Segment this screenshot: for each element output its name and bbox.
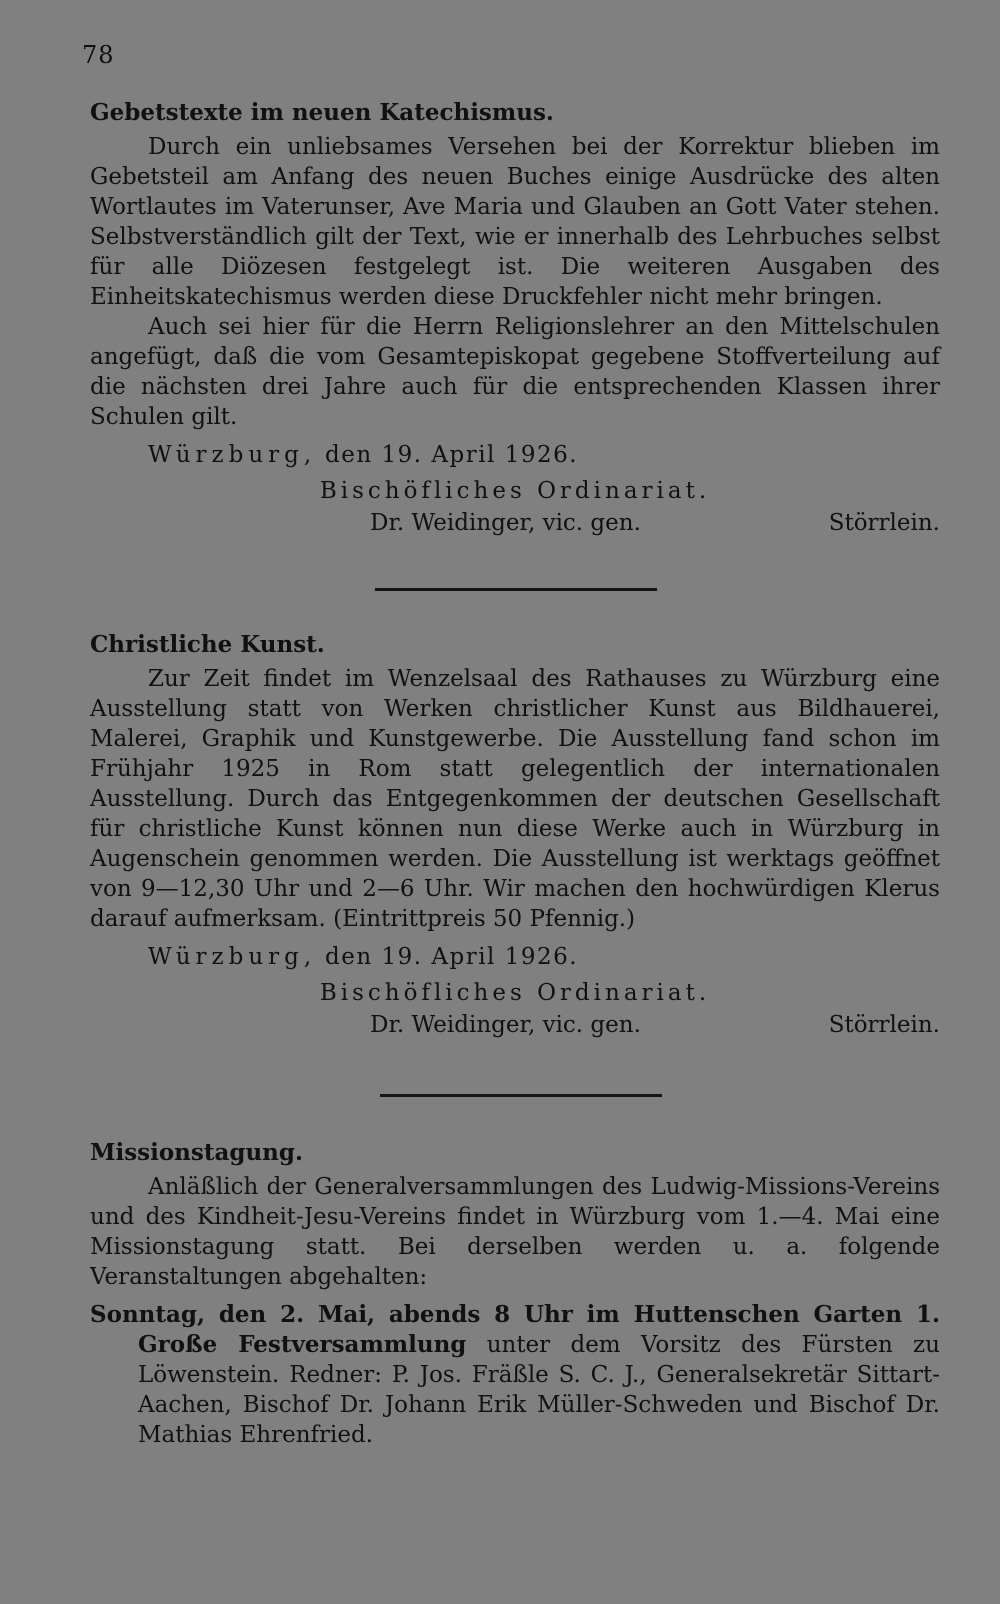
section-missionstagung bbox=[90, 1138, 940, 1450]
section-divider bbox=[375, 588, 657, 591]
signature-right: Störrlein. bbox=[828, 1012, 940, 1038]
signature-right: Störrlein. bbox=[828, 510, 940, 536]
paragraph: Durch ein unliebsames Versehen bei der Korrektur blieben im Gebetsteil am Anfang des neuen Buches einige Ausdrücke des alten Wortlautes im Vaterunser, Ave Maria und Glauben an Gott Vater stehen. Selbstverständlich gilt der Text, wie er innerhalb des Lehrbuches selbst für alle Diözesen festgelegt ist. Die weiteren Ausgaben des Einheitskatechismus werden diese Druckfehler nicht mehr bringen. bbox=[90, 134, 940, 310]
paragraph: Zur Zeit findet im Wenzelsaal des Rathauses zu Würzburg eine Ausstellung statt von Werken christlicher Kunst aus Bildhauerei, Malerei, Graphik und Kunstgewerbe. Die Ausstellung fand schon im Frühjahr 1925 in Rom statt gelegentlich der internationalen Ausstellung. Durch das Entgegenkommen der deutschen Gesellschaft für christliche Kunst können nun diese Werke auch in Würzburg in Augenschein genommen werden. Die Ausstellung ist werktags geöffnet von 9—12,30 Uhr und 2—6 Uhr. Wir machen den hochwürdigen Klerus darauf aufmerksam. (Eintrittpreis 50 Pfennig.) bbox=[90, 666, 940, 932]
dateline-place: Würzburg, bbox=[148, 442, 317, 468]
section-divider bbox=[380, 1094, 662, 1097]
signature-row bbox=[90, 1010, 940, 1040]
signature-row bbox=[90, 508, 940, 538]
dateline bbox=[148, 440, 940, 470]
page-number: 78 bbox=[82, 41, 115, 69]
issuing-authority: Bischöfliches Ordinariat. bbox=[319, 478, 711, 504]
section-heading: Missionstagung. bbox=[90, 1139, 303, 1166]
issuing-authority: Bischöfliches Ordinariat. bbox=[319, 980, 711, 1006]
signature-left: Dr. Weidinger, vic. gen. bbox=[370, 510, 641, 536]
section-gebetstexte bbox=[90, 98, 940, 538]
paragraph: Anläßlich der Generalversammlungen des Ludwig-Missions-Vereins und des Kindheit-Jesu-Vereins findet in Würzburg vom 1.—4. Mai eine Missionstagung statt. Bei derselben werden u. a. folgende Veranstaltungen abgehalten: bbox=[90, 1174, 940, 1290]
event-text: unter dem Vorsitz des Fürsten zu Löwenstein. Redner: P. Jos. Fräßle S. C. J., Generalsekretär Sittart-Aachen, Bischof Dr. Johann Erik Müller-Schweden und Bischof Dr. Mathias Ehrenfried. bbox=[138, 1332, 940, 1448]
event-item bbox=[90, 1300, 940, 1450]
dateline-date: den 19. April 1926. bbox=[325, 944, 579, 970]
section-heading: Gebetstexte im neuen Katechismus. bbox=[90, 99, 554, 126]
section-christliche-kunst bbox=[90, 630, 940, 1040]
dateline-date: den 19. April 1926. bbox=[325, 442, 579, 468]
dateline-place: Würzburg, bbox=[148, 944, 317, 970]
paragraph: Auch sei hier für die Herrn Religionslehrer an den Mittelschulen angefügt, daß die vom Gesamtepiskopat gegebene Stoffverteilung auf die nächsten drei Jahre auch für die entsprechenden Klassen ihrer Schulen gilt. bbox=[90, 314, 940, 430]
event-heading: Sonntag, den 2. Mai, abends 8 Uhr im Huttenschen Garten 1. Große Festversammlung bbox=[90, 1301, 940, 1358]
signature-left: Dr. Weidinger, vic. gen. bbox=[370, 1012, 641, 1038]
dateline bbox=[148, 942, 940, 972]
section-heading: Christliche Kunst. bbox=[90, 631, 325, 658]
